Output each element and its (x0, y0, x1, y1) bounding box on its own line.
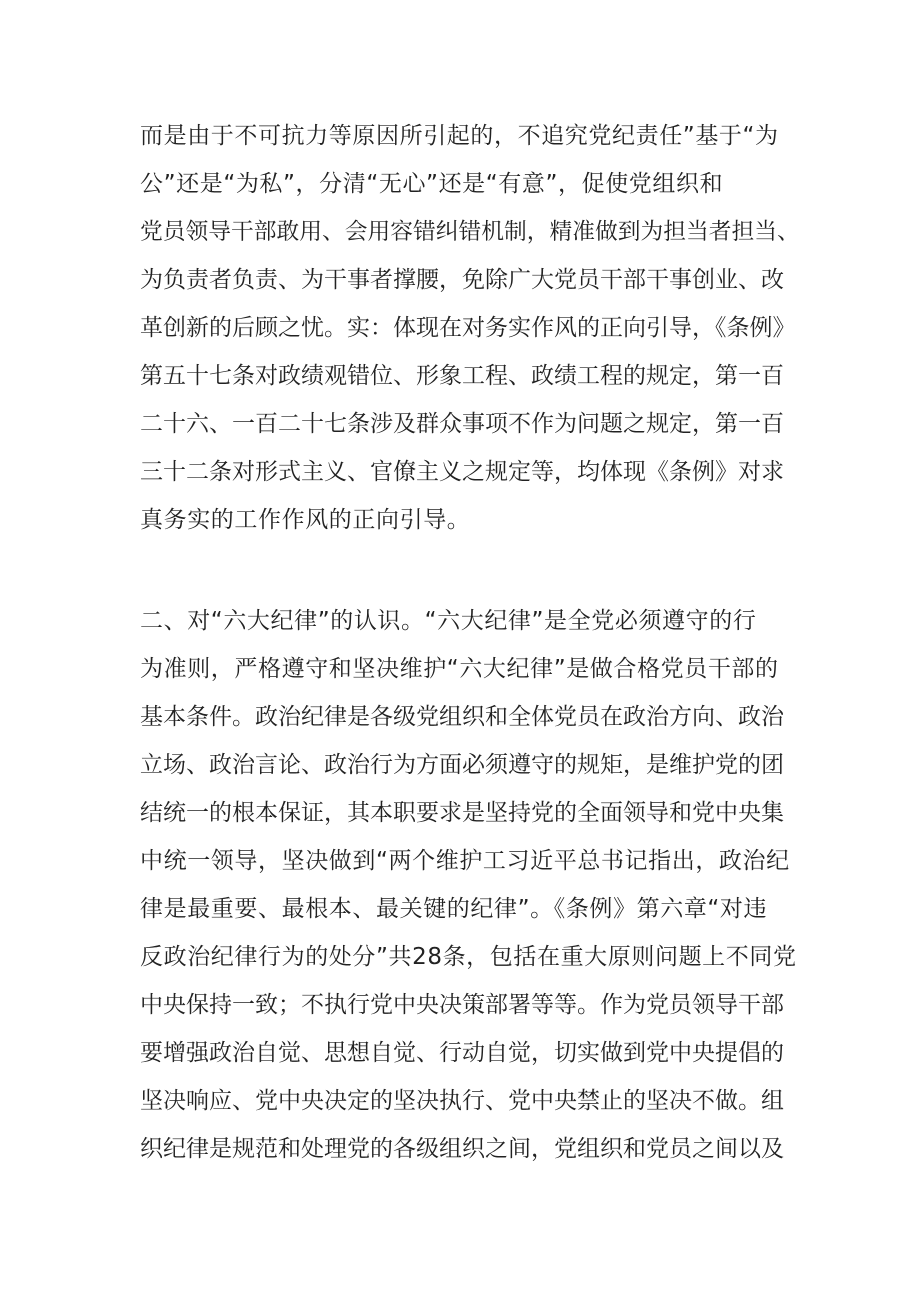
text-line: 律是最重要、最根本、最关键的纪律”。《条例》第六章“对违 (140, 896, 768, 922)
text-line: 坚决响应、党中央决定的坚决执行、党中央禁止的坚决不做。组 (140, 1088, 784, 1114)
text-line: 第五十七条对政绩观错位、形象工程、政绩工程的规定，第一百 (140, 363, 784, 389)
text-line: 三十二条对形式主义、官僚主义之规定等，均体现《条例》对求 (140, 459, 784, 485)
text-line: 立场、政治言论、政治行为方面必须遵守的规矩，是维护党的团 (140, 752, 784, 778)
text-line: 二十六、一百二十七条涉及群众事项不作为问题之规定，第一百 (140, 411, 784, 437)
text-line: 反政治纪律行为的处分”共28条，包括在重大原则问题上不同党 (140, 944, 797, 970)
text-line: 结统一的根本保证，其本职要求是坚持党的全面领导和党中央集 (140, 800, 784, 826)
text-line: 中央保持一致；不执行党中央决策部署等等。作为党员领导干部 (140, 992, 784, 1018)
text-line: 基本条件。政治纪律是各级党组织和全体党员在政治方向、政治 (140, 704, 784, 730)
text-line: 而是由于不可抗力等原因所引起的，不追究党纪责任”基于“为 (140, 123, 779, 149)
text-line: 要增强政治自觉、思想自觉、行动自觉，切实做到党中央提倡的 (140, 1040, 784, 1066)
text-line: 为准则，严格遵守和坚决维护“六大纪律”是做合格党员干部的 (140, 656, 779, 682)
text-line: 公”还是“为私”，分清“无心”还是“有意”，促使党组织和 (140, 171, 724, 197)
text-line: 织纪律是规范和处理党的各级组织之间，党组织和党员之间以及 (140, 1136, 784, 1162)
text-line: 二、对“六大纪律”的认识。“六大纪律”是全党必须遵守的行 (140, 608, 757, 634)
text-line: 革创新的后顾之忧。实：体现在对务实作风的正向引导，《条例》 (140, 315, 796, 341)
text-line: 真务实的工作作风的正向引导。 (140, 507, 471, 533)
text-line: 中统一领导，坚决做到“两个维护工习近平总书记指出，政治纪 (140, 848, 790, 874)
text-line: 党员领导干部敢用、会用容错纠错机制，精准做到为担当者担当、 (140, 219, 800, 245)
text-line: 为负责者负责、为干事者撑腰，免除广大党员干部干事创业、改 (140, 267, 784, 293)
